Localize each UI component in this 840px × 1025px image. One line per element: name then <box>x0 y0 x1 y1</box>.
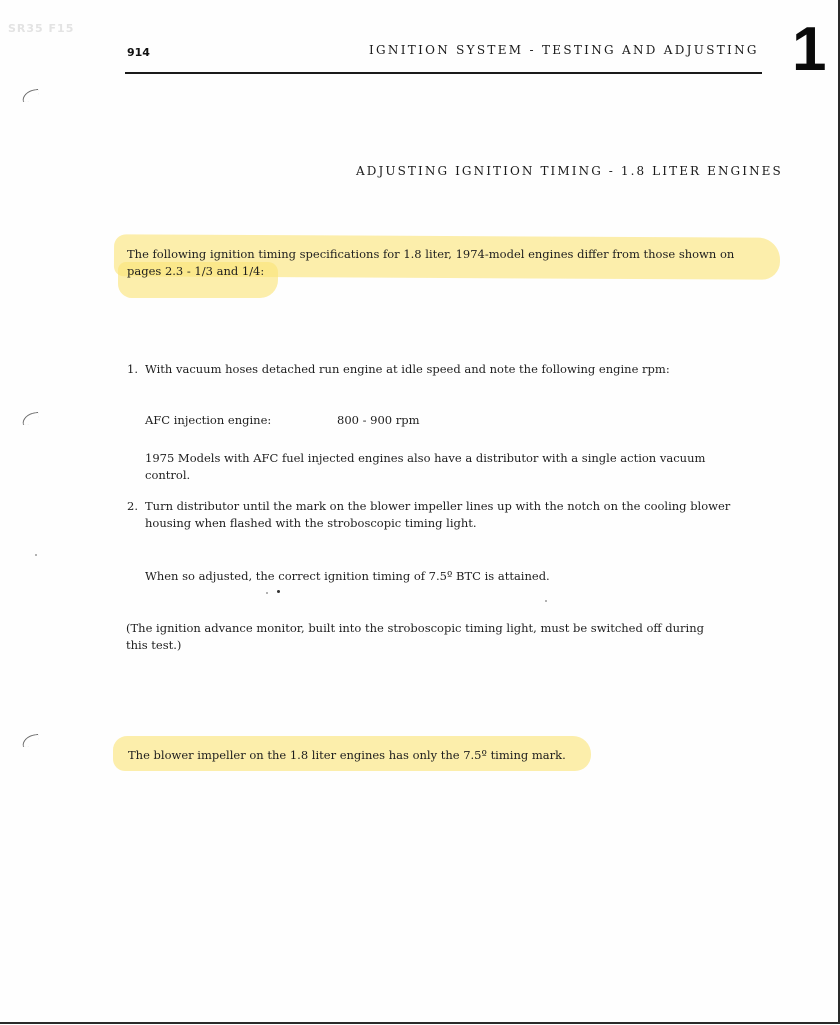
advance-note-line-2: this test.) <box>126 638 182 652</box>
step-text: With vacuum hoses detached run engine at idle speed and note the following engine rpm: <box>145 362 670 376</box>
spec-label: AFC injection engine: <box>145 413 272 427</box>
spec-value: 800 - 900 rpm <box>337 413 420 427</box>
intro-line-2: pages 2.3 - 1/3 and 1/4: <box>127 264 265 278</box>
intro-line-1: The following ignition timing specifications for 1.8 liter, 1974-model engines differ from those shown on <box>127 247 735 261</box>
step-2-line-2: housing when flashed with the stroboscopic timing light. <box>145 516 477 530</box>
binding-hole-mark <box>21 412 39 425</box>
step-2 <box>127 498 730 515</box>
binding-hole-mark <box>21 734 39 747</box>
bleed-through-text: SR35 F15 <box>8 22 75 35</box>
scan-speck <box>35 554 37 556</box>
timing-result: When so adjusted, the correct ignition timing of 7.5º BTC is attained. <box>145 569 550 583</box>
running-header-title: IGNITION SYSTEM - TESTING AND ADJUSTING <box>369 43 759 57</box>
section-title: ADJUSTING IGNITION TIMING - 1.8 LITER ENGINES <box>356 164 783 178</box>
note-1975-line-1: 1975 Models with AFC fuel injected engines also have a distributor with a single action vacuum <box>145 451 706 465</box>
header-rule <box>125 72 762 74</box>
note-1975-line-2: control. <box>145 468 191 482</box>
step-text: Turn distributor until the mark on the blower impeller lines up with the notch on the cooling blower <box>145 499 731 513</box>
closing-note: The blower impeller on the 1.8 liter engines has only the 7.5º timing mark. <box>128 748 566 762</box>
scan-speck <box>266 592 268 594</box>
step-1 <box>127 361 670 378</box>
step-number: 1. <box>127 362 138 376</box>
scan-speck <box>277 590 280 593</box>
binding-hole-mark <box>21 89 39 102</box>
step-number: 2. <box>127 499 138 513</box>
scan-speck <box>545 600 547 602</box>
page-number: 914 <box>127 46 150 59</box>
advance-note-line-1: (The ignition advance monitor, built into the stroboscopic timing light, must be switched off during <box>126 621 704 635</box>
section-number: 1 <box>792 15 827 84</box>
